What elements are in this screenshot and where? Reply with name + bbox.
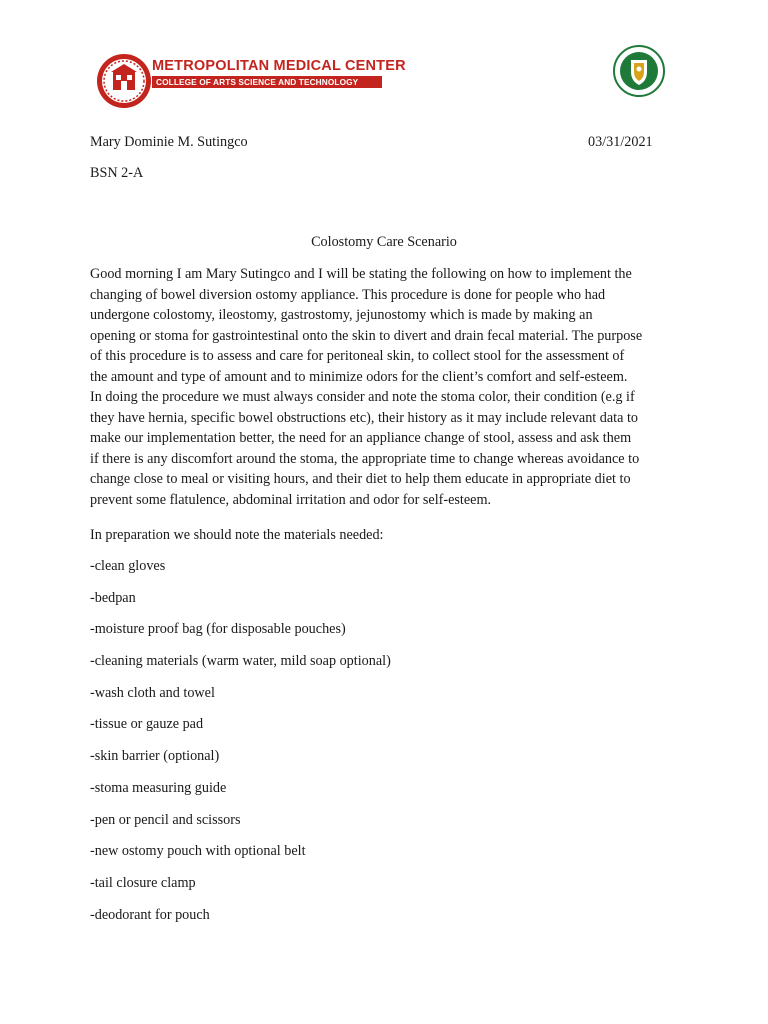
paragraph-line: the amount and type of amount and to minimize odors for the client’s comfort and self-esteem.: [90, 368, 628, 385]
student-name: Mary Dominie M. Sutingco: [90, 134, 248, 150]
preparation-intro: In preparation we should note the materials needed:: [90, 527, 384, 543]
list-item: -wash cloth and towel: [90, 684, 215, 701]
paragraph-line: opening or stoma for gastrointestinal onto the skin to divert and drain fecal material. The purpose: [90, 327, 643, 344]
list-item: -clean gloves: [90, 558, 166, 574]
list-item: -tail closure clamp: [90, 874, 196, 891]
list-item: -tissue or gauze pad: [90, 716, 204, 733]
list-item: -new ostomy pouch with optional belt: [90, 843, 306, 860]
brand-block: [152, 58, 406, 88]
paragraph-line: make our implementation better, the need for an appliance change of stool, assess and ask them: [90, 430, 632, 446]
paragraph-line: change close to meal or visiting hours, and their diet to help them educate in appropriate diet to: [90, 471, 631, 487]
student-section: BSN 2-A: [90, 165, 144, 181]
list-item: -stoma measuring guide: [90, 779, 227, 796]
paragraph-line: changing of bowel diversion ostomy appliance. This procedure is done for people who had: [90, 286, 606, 303]
paragraph-line: undergone colostomy, ileostomy, gastrostomy, jejunostomy which is made by making an: [90, 307, 593, 323]
paragraph-line: they have hernia, specific bowel obstructions etc), their history as it may include relevant data to: [90, 409, 639, 426]
list-item: -bedpan: [90, 589, 136, 606]
letterhead: [96, 50, 406, 112]
list-item: -pen or pencil and scissors: [90, 811, 241, 828]
paragraph-line: of this procedure is to assess and care for peritoneal skin, to collect stool for the assessment of: [90, 348, 625, 364]
paragraph-line: In doing the procedure we must always consider and note the stoma color, their condition (e.g if: [90, 389, 635, 405]
list-item: -skin barrier (optional): [90, 748, 220, 765]
nursing-seal-icon: [613, 45, 665, 97]
submission-date: 03/31/2021: [588, 134, 653, 150]
materials-list: [90, 556, 391, 936]
list-item: -deodorant for pouch: [90, 906, 210, 923]
paragraph-line: if there is any discomfort around the stoma, the appropriate time to change whereas avoidance to: [90, 450, 640, 467]
mmc-seal-icon: [96, 50, 152, 112]
institution-name: METROPOLITAN MEDICAL CENTER: [152, 58, 406, 74]
list-item: -moisture proof bag (for disposable pouches): [90, 621, 346, 638]
intro-paragraph: [90, 264, 690, 510]
college-name: COLLEGE OF ARTS SCIENCE AND TECHNOLOGY: [152, 76, 382, 88]
paragraph-line: Good morning I am Mary Sutingco and I will be stating the following on how to implement the: [90, 266, 632, 282]
list-item: -cleaning materials (warm water, mild soap optional): [90, 653, 391, 670]
document-title: Colostomy Care Scenario: [311, 234, 457, 250]
paragraph-line: prevent some flatulence, abdominal irritation and odor for self-esteem.: [90, 491, 492, 508]
